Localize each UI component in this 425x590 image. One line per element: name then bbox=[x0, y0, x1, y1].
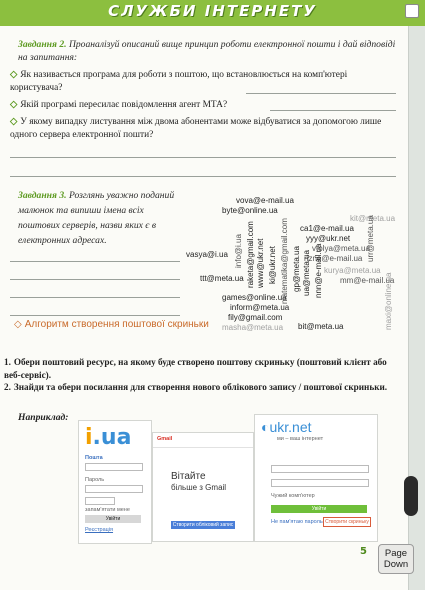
page-down-button[interactable]: Page Down bbox=[378, 544, 414, 574]
bookmark-icon bbox=[405, 4, 419, 18]
answer-line[interactable] bbox=[10, 157, 396, 158]
email-address: byte@online.ua bbox=[222, 206, 278, 215]
ukrnet-tagline: ми – ваш інтернет bbox=[277, 436, 324, 442]
gmail-screenshot bbox=[152, 432, 254, 542]
answer-line[interactable] bbox=[10, 261, 180, 262]
gmail-subline: більше з Gmail bbox=[171, 483, 227, 492]
email-address: yyy@ukr.net bbox=[306, 234, 351, 243]
iua-login-button[interactable]: Увійти bbox=[85, 515, 141, 523]
question-3: ◇ У якому випадку листування між двома абонентами може відбуватися за допомогою лише одного сервера електронної пошти? bbox=[10, 117, 382, 140]
email-address-vertical: nnn@e-mail.ua bbox=[314, 243, 323, 298]
algorithm-heading: ◇ Алгоритм створення поштової скриньки bbox=[14, 319, 209, 330]
header-banner bbox=[0, 0, 425, 26]
ukrnet-forgot-link[interactable]: Не пам'ятаю пароль bbox=[271, 519, 323, 525]
page-number: 5 bbox=[360, 546, 367, 557]
diamond-bullet-icon: ◇ bbox=[10, 100, 18, 110]
iua-login-input[interactable] bbox=[85, 463, 143, 471]
diamond-bullet-icon: ◇ bbox=[14, 319, 22, 330]
email-address: vova@e-mail.ua bbox=[236, 196, 294, 205]
email-address: kit@meta.ua bbox=[350, 214, 396, 223]
answer-line[interactable] bbox=[10, 315, 180, 316]
task3-label: Завдання 3. bbox=[18, 190, 67, 201]
question-2: ◇ Якій програмі пересилає повідомлення агент МТА? bbox=[10, 100, 228, 110]
email-address: kurya@meta.ua bbox=[324, 266, 381, 275]
iua-mail-label: Пошта bbox=[85, 455, 103, 461]
diamond-bullet-icon: ◇ bbox=[10, 70, 18, 80]
diamond-bullet-icon: ◇ bbox=[10, 117, 18, 127]
iua-login-screenshot bbox=[78, 420, 152, 544]
ukrnet-logo-icon: ◐ bbox=[261, 419, 270, 435]
iua-domain-select[interactable] bbox=[85, 497, 115, 505]
email-address: vasya@i.ua bbox=[186, 250, 228, 259]
email-address-vertical: info@i.ua bbox=[234, 234, 243, 268]
page-title: СЛУЖБИ ІНТЕРНЕТУ bbox=[108, 2, 317, 20]
ukrnet-remember-checkbox[interactable]: Чужий комп'ютер bbox=[271, 493, 315, 499]
email-address-vertical: raketa@gmail.com bbox=[246, 221, 255, 288]
answer-line[interactable] bbox=[246, 93, 396, 94]
iua-password-label: Пароль bbox=[85, 477, 105, 483]
email-address: mm@e-mail.ua bbox=[340, 276, 395, 285]
ukrnet-logo: ◐ukr.net bbox=[261, 419, 312, 435]
iua-register-link[interactable]: Реєстрація bbox=[85, 527, 114, 533]
ukrnet-login-input[interactable] bbox=[271, 465, 369, 473]
email-address: vtolya@meta.ua bbox=[312, 244, 370, 253]
task3-heading bbox=[18, 188, 186, 248]
email-address: bit@meta.ua bbox=[298, 322, 344, 331]
gmail-header bbox=[153, 433, 253, 448]
email-address: ca1@e-mail.ua bbox=[300, 224, 354, 233]
example-label: Наприклад: bbox=[18, 412, 69, 423]
ukrnet-login-screenshot bbox=[254, 414, 378, 542]
task2-label: Завдання 2. bbox=[18, 39, 67, 50]
answer-line[interactable] bbox=[10, 279, 180, 280]
email-address-vertical: matematika@gmail.com bbox=[280, 218, 289, 304]
email-address: masha@meta.ua bbox=[222, 323, 284, 332]
email-address-vertical: maxi@online.ua bbox=[384, 272, 393, 330]
email-address: ttt@meta.ua bbox=[200, 274, 244, 283]
email-address: games@online.ua bbox=[222, 293, 287, 302]
ukrnet-register-button[interactable]: Створити скриньку bbox=[323, 517, 371, 527]
answer-line[interactable] bbox=[10, 297, 180, 298]
mouse-icon bbox=[404, 476, 418, 516]
answer-line[interactable] bbox=[270, 110, 396, 111]
algorithm-step-2: 2. Знайди та обери посилання для створення нового облікового запису / поштової скриньки. bbox=[4, 382, 388, 392]
email-address-vertical: ki@ukr.net bbox=[268, 246, 277, 284]
gmail-headline: Вітайте bbox=[171, 471, 206, 482]
answer-line[interactable] bbox=[10, 176, 396, 177]
email-address: rizne@e-mail.ua bbox=[304, 254, 363, 263]
task3-text: Розглянь уважно поданий малюнок та випиши імена всіх поштових серверів, назви яких є в електронних адресах. bbox=[18, 190, 175, 246]
algorithm-step-1: 1. Обери поштовий ресурс, на якому буде створено поштову скриньку (поштовий клієнт або веб-сервіс). bbox=[4, 357, 387, 380]
email-address-vertical: urr@meta.ua bbox=[366, 215, 375, 262]
iua-password-input[interactable] bbox=[85, 485, 143, 493]
email-address-vertical: www@ukr.net bbox=[256, 238, 265, 288]
gmail-create-account-button[interactable]: Створити обліковий запис bbox=[172, 522, 234, 528]
gmail-logo: Gmail bbox=[157, 436, 173, 442]
ukrnet-login-button[interactable]: Увійти bbox=[271, 505, 367, 513]
email-address: inform@meta.ua bbox=[230, 303, 290, 312]
task2-heading bbox=[18, 38, 398, 64]
email-address-vertical: gp@meta.ua bbox=[292, 246, 301, 292]
email-address: fily@gmail.com bbox=[228, 313, 283, 322]
ukrnet-password-input[interactable] bbox=[271, 479, 369, 487]
iua-logo: i.ua bbox=[85, 425, 132, 450]
question-1: ◇ Як називається програма для роботи з поштою, що встановлюється на комп'ютері користувача? bbox=[10, 70, 348, 93]
iua-remember-checkbox[interactable]: запам'ятати мене bbox=[85, 507, 130, 513]
task2-text: Проаналізуй описаний вище принцип роботи електронної пошти і дай відповіді на запитання: bbox=[18, 39, 396, 63]
email-address-vertical: ua@meta.ua bbox=[302, 250, 311, 296]
